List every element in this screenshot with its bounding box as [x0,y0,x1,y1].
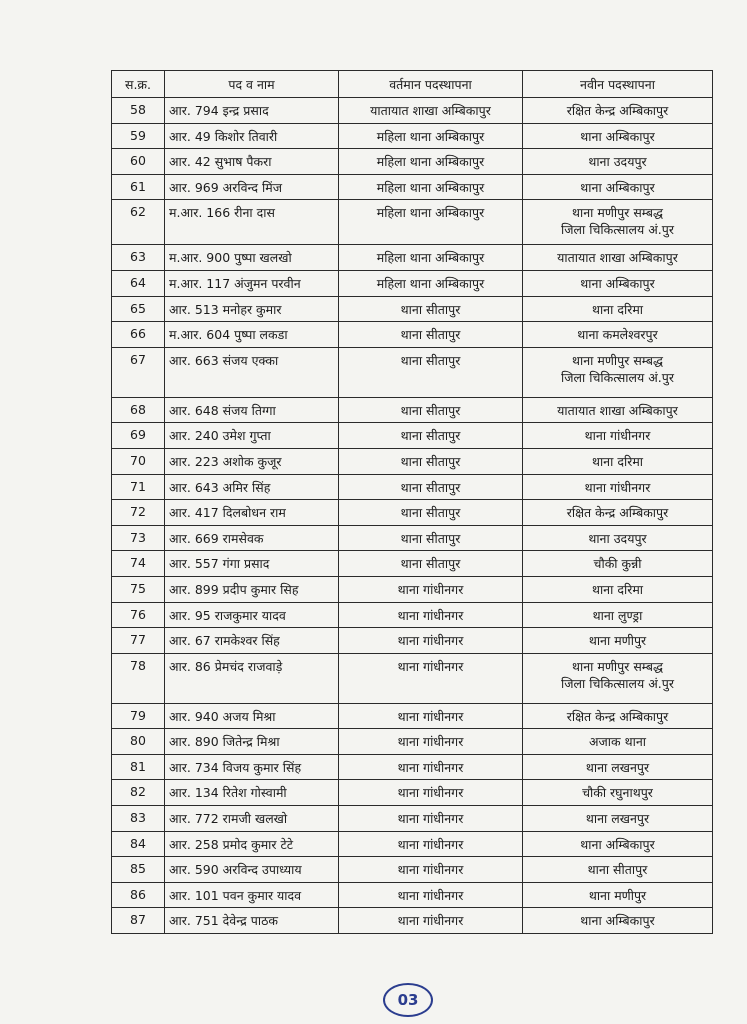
post-name-cell: आर. 643 अमिर सिंह [165,474,339,500]
new-posting-cell [523,576,713,602]
table-row [112,831,713,857]
new-posting-cell [523,908,713,934]
new-posting-line1: रक्षित केन्द्र अम्बिकापुर [566,103,669,118]
post-name-cell: म.आर. 900 पुष्पा खलखो [165,245,339,271]
serial-no-cell: 61 [112,174,165,200]
new-posting-line1: थाना अम्बिकापुर [580,836,655,852]
serial-no-cell: 58 [112,98,165,124]
new-posting-line1: थाना मणीपुर [588,633,647,649]
table-header-row [112,71,713,98]
post-name-cell: आर. 223 अशोक कुजूर [165,448,339,474]
current-posting-cell: महिला थाना अम्बिकापुर [339,245,523,271]
table-row [112,754,713,780]
table-row [112,500,713,526]
table-row [112,576,713,602]
current-posting-cell: यातायात शाखा अम्बिकापुर [339,98,523,124]
new-posting-cell [523,322,713,348]
post-name-cell: आर. 648 संजय तिग्गा [165,397,339,423]
table-row [112,882,713,908]
table-row [112,270,713,296]
serial-no-cell: 69 [112,423,165,449]
post-name-cell: आर. 772 रामजी खलखो [165,806,339,832]
serial-no-cell: 78 [112,653,165,703]
new-posting-line1: थाना उदयपुर [588,154,647,170]
table-row [112,551,713,577]
serial-no-cell: 74 [112,551,165,577]
new-posting-cell [523,857,713,883]
table-row [112,296,713,322]
post-name-cell: आर. 669 रामसेवक [165,525,339,551]
new-posting-cell [523,729,713,755]
new-posting-cell [523,200,713,245]
serial-no-cell: 72 [112,500,165,526]
post-name-cell: आर. 940 अजय मिश्रा [165,703,339,729]
new-posting-line1: थाना अम्बिकापुर [580,179,655,195]
transfer-table [111,70,713,934]
serial-no-cell: 68 [112,397,165,423]
current-posting-cell: थाना सीतापुर [339,474,523,500]
new-posting-cell [523,474,713,500]
new-posting-line1: थाना लखनपुर [585,759,650,775]
new-posting-line1: थाना मणीपुर [588,887,647,903]
serial-no-cell: 66 [112,322,165,348]
new-posting-cell [523,397,713,423]
current-posting-cell: थाना सीतापुर [339,423,523,449]
serial-no-cell: 67 [112,347,165,397]
table-row [112,857,713,883]
table-row [112,174,713,200]
serial-no-cell: 84 [112,831,165,857]
new-posting-cell [523,806,713,832]
post-name-cell: आर. 890 जितेन्द्र मिश्रा [165,729,339,755]
post-name-cell: आर. 734 विजय कुमार सिंह [165,754,339,780]
serial-no-cell: 75 [112,576,165,602]
new-posting-line1: रक्षित केन्द्र अम्बिकापुर [566,708,669,724]
header-current-posting: वर्तमान पदस्थापना [339,71,523,98]
current-posting-cell: थाना गांधीनगर [339,780,523,806]
table-row [112,908,713,934]
post-name-cell: आर. 557 गंगा प्रसाद [165,551,339,577]
post-name-cell: आर. 134 रितेश गोस्वामी [165,780,339,806]
new-posting-line1: थाना अम्बिकापुर [580,128,655,144]
post-name-cell: आर. 794 इन्द्र प्रसाद [165,98,339,124]
current-posting-cell: थाना सीतापुर [339,525,523,551]
new-posting-line2: जिला चिकित्सालय अं.पुर [561,675,674,691]
table-row [112,729,713,755]
current-posting-cell: थाना गांधीनगर [339,703,523,729]
new-posting-line1: थाना लुण्ड्रा [592,607,643,623]
post-name-cell: आर. 899 प्रदीप कुमार सिह [165,576,339,602]
new-posting-line1: थाना लखनपुर [585,811,650,827]
current-posting-cell: थाना गांधीनगर [339,628,523,654]
table-row [112,322,713,348]
table-row [112,200,713,245]
new-posting-cell [523,551,713,577]
table-row [112,347,713,397]
serial-no-cell: 71 [112,474,165,500]
post-name-cell: आर. 590 अरविन्द उपाध्याय [165,857,339,883]
new-posting-cell [523,270,713,296]
post-name-cell: आर. 663 संजय एक्का [165,347,339,397]
post-name-cell: आर. 969 अरविन्द मिंज [165,174,339,200]
new-posting-line1: थाना दरिमा [591,581,644,597]
current-posting-cell: महिला थाना अम्बिकापुर [339,149,523,175]
new-posting-line1: थाना गांधीनगर [584,428,651,444]
post-name-cell: आर. 513 मनोहर कुमार [165,296,339,322]
serial-no-cell: 77 [112,628,165,654]
new-posting-line1: थाना कमलेश्वरपुर [577,327,658,343]
new-posting-cell [523,703,713,729]
post-name-cell: आर. 101 पवन कुमार यादव [165,882,339,908]
post-name-cell: म.आर. 117 अंजुमन परवीन [165,270,339,296]
serial-no-cell: 60 [112,149,165,175]
current-posting-cell: थाना गांधीनगर [339,806,523,832]
new-posting-cell [523,754,713,780]
post-name-cell: आर. 751 देवेन्द्र पाठक [165,908,339,934]
current-posting-cell: थाना सीतापुर [339,551,523,577]
new-posting-cell [523,347,713,397]
current-posting-cell: थाना गांधीनगर [339,831,523,857]
table-row [112,703,713,729]
header-serial-no: स.क्र. [112,71,165,98]
new-posting-cell [523,149,713,175]
table-row [112,245,713,271]
current-posting-cell: महिला थाना अम्बिकापुर [339,174,523,200]
serial-no-cell: 62 [112,200,165,245]
table-row [112,98,713,124]
new-posting-cell [523,448,713,474]
current-posting-cell: थाना गांधीनगर [339,729,523,755]
current-posting-cell: थाना गांधीनगर [339,882,523,908]
table-row [112,448,713,474]
post-name-cell: म.आर. 166 रीना दास [165,200,339,245]
current-posting-cell: थाना गांधीनगर [339,576,523,602]
current-posting-cell: थाना गांधीनगर [339,602,523,628]
serial-no-cell: 80 [112,729,165,755]
serial-no-cell: 59 [112,123,165,149]
serial-no-cell: 83 [112,806,165,832]
post-name-cell: आर. 49 किशोर तिवारी [165,123,339,149]
new-posting-line1: अजाक थाना [588,734,647,750]
new-posting-line1: थाना मणीपुर सम्बद्ध [572,205,663,221]
new-posting-cell [523,831,713,857]
current-posting-cell: थाना गांधीनगर [339,857,523,883]
current-posting-cell: महिला थाना अम्बिकापुर [339,270,523,296]
current-posting-cell: थाना सीतापुर [339,397,523,423]
new-posting-line1: थाना मणीपुर सम्बद्ध [572,352,663,368]
new-posting-cell [523,174,713,200]
post-name-cell: आर. 258 प्रमोद कुमार टेटे [165,831,339,857]
current-posting-cell: थाना सीतापुर [339,347,523,397]
serial-no-cell: 81 [112,754,165,780]
current-posting-cell: थाना सीतापुर [339,500,523,526]
serial-no-cell: 85 [112,857,165,883]
table-row [112,123,713,149]
new-posting-cell [523,423,713,449]
new-posting-cell [523,780,713,806]
post-name-cell: आर. 86 प्रेमचंद राजवाड़े [165,653,339,703]
new-posting-cell [523,245,713,271]
new-posting-line1: थाना दरिमा [591,301,644,317]
current-posting-cell: महिला थाना अम्बिकापुर [339,123,523,149]
serial-no-cell: 63 [112,245,165,271]
post-name-cell: म.आर. 604 पुष्पा लकडा [165,322,339,348]
table-row [112,780,713,806]
current-posting-cell: थाना गांधीनगर [339,754,523,780]
serial-no-cell: 64 [112,270,165,296]
new-posting-line2: जिला चिकित्सालय अं.पुर [561,369,674,385]
table-row [112,397,713,423]
current-posting-cell: थाना गांधीनगर [339,908,523,934]
new-posting-line1: थाना अम्बिकापुर [580,913,655,929]
serial-no-cell: 76 [112,602,165,628]
new-posting-cell [523,525,713,551]
header-new-posting: नवीन पदस्थापना [523,71,713,98]
new-posting-line1: थाना सीतापुर [587,862,648,878]
post-name-cell: आर. 95 राजकुमार यादव [165,602,339,628]
current-posting-cell: थाना सीतापुर [339,448,523,474]
new-posting-cell [523,882,713,908]
new-posting-cell [523,628,713,654]
new-posting-line1: थाना अम्बिकापुर [580,275,655,291]
current-posting-cell: थाना गांधीनगर [339,653,523,703]
new-posting-line1: रक्षित केन्द्र अम्बिकापुर [566,505,669,521]
new-posting-line1: थाना गांधीनगर [584,479,651,495]
table-row [112,602,713,628]
table-row [112,149,713,175]
header-post-name: पद व नाम [165,71,339,98]
new-posting-cell [523,602,713,628]
table-row [112,474,713,500]
serial-no-cell: 87 [112,908,165,934]
post-name-cell: आर. 67 रामकेश्वर सिंह [165,628,339,654]
serial-no-cell: 65 [112,296,165,322]
new-posting-line1: थाना उदयपुर [588,530,647,546]
new-posting-cell [523,123,713,149]
new-posting-cell [523,653,713,703]
post-name-cell: आर. 417 दिलबोधन राम [165,500,339,526]
current-posting-cell: महिला थाना अम्बिकापुर [339,200,523,245]
new-posting-line1: यातायात शाखा अम्बिकापुर [557,402,678,418]
post-name-cell: आर. 240 उमेश गुप्ता [165,423,339,449]
table-row [112,628,713,654]
table-row [112,653,713,703]
new-posting-cell [523,500,713,526]
serial-no-cell: 86 [112,882,165,908]
new-posting-line1: थाना मणीपुर सम्बद्ध [572,658,663,674]
new-posting-line1: थाना दरिमा [591,453,644,469]
serial-no-cell: 82 [112,780,165,806]
table-row [112,423,713,449]
new-posting-cell [523,296,713,322]
post-name-cell: आर. 42 सुभाष पैकरा [165,149,339,175]
new-posting-line1: चौकी रघुनाथपुर [582,785,653,801]
page-number-stamp: 03 [383,983,433,1017]
new-posting-line2: जिला चिकित्सालय अं.पुर [561,222,674,238]
serial-no-cell: 73 [112,525,165,551]
new-posting-line1: यातायात शाखा अम्बिकापुर [557,250,678,266]
current-posting-cell: थाना सीतापुर [339,296,523,322]
table-row [112,525,713,551]
serial-no-cell: 79 [112,703,165,729]
table-row [112,806,713,832]
new-posting-line1: चौकी कुन्नी [593,556,642,572]
serial-no-cell: 70 [112,448,165,474]
new-posting-cell [523,98,713,124]
current-posting-cell: थाना सीतापुर [339,322,523,348]
